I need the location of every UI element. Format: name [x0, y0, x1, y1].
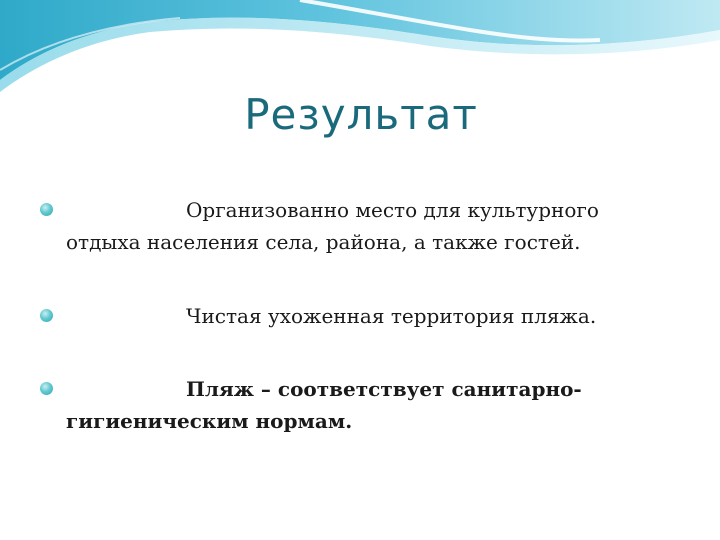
slide-title-text: Результат	[244, 90, 478, 139]
bullet-dot-icon	[40, 309, 53, 322]
bullet-line: гигиеническим нормам.	[66, 409, 353, 433]
bullet-dot-icon	[40, 382, 53, 395]
bullet-line: отдыха населения села, района, а также гостей.	[66, 230, 581, 254]
bullet-line: Чистая ухоженная территория пляжа.	[186, 304, 597, 328]
bullet-line: Пляж – соответствует санитарно-	[186, 377, 582, 401]
bullet-dot-icon	[40, 203, 53, 216]
bullet-line: Организованно место для культурного	[186, 198, 599, 222]
